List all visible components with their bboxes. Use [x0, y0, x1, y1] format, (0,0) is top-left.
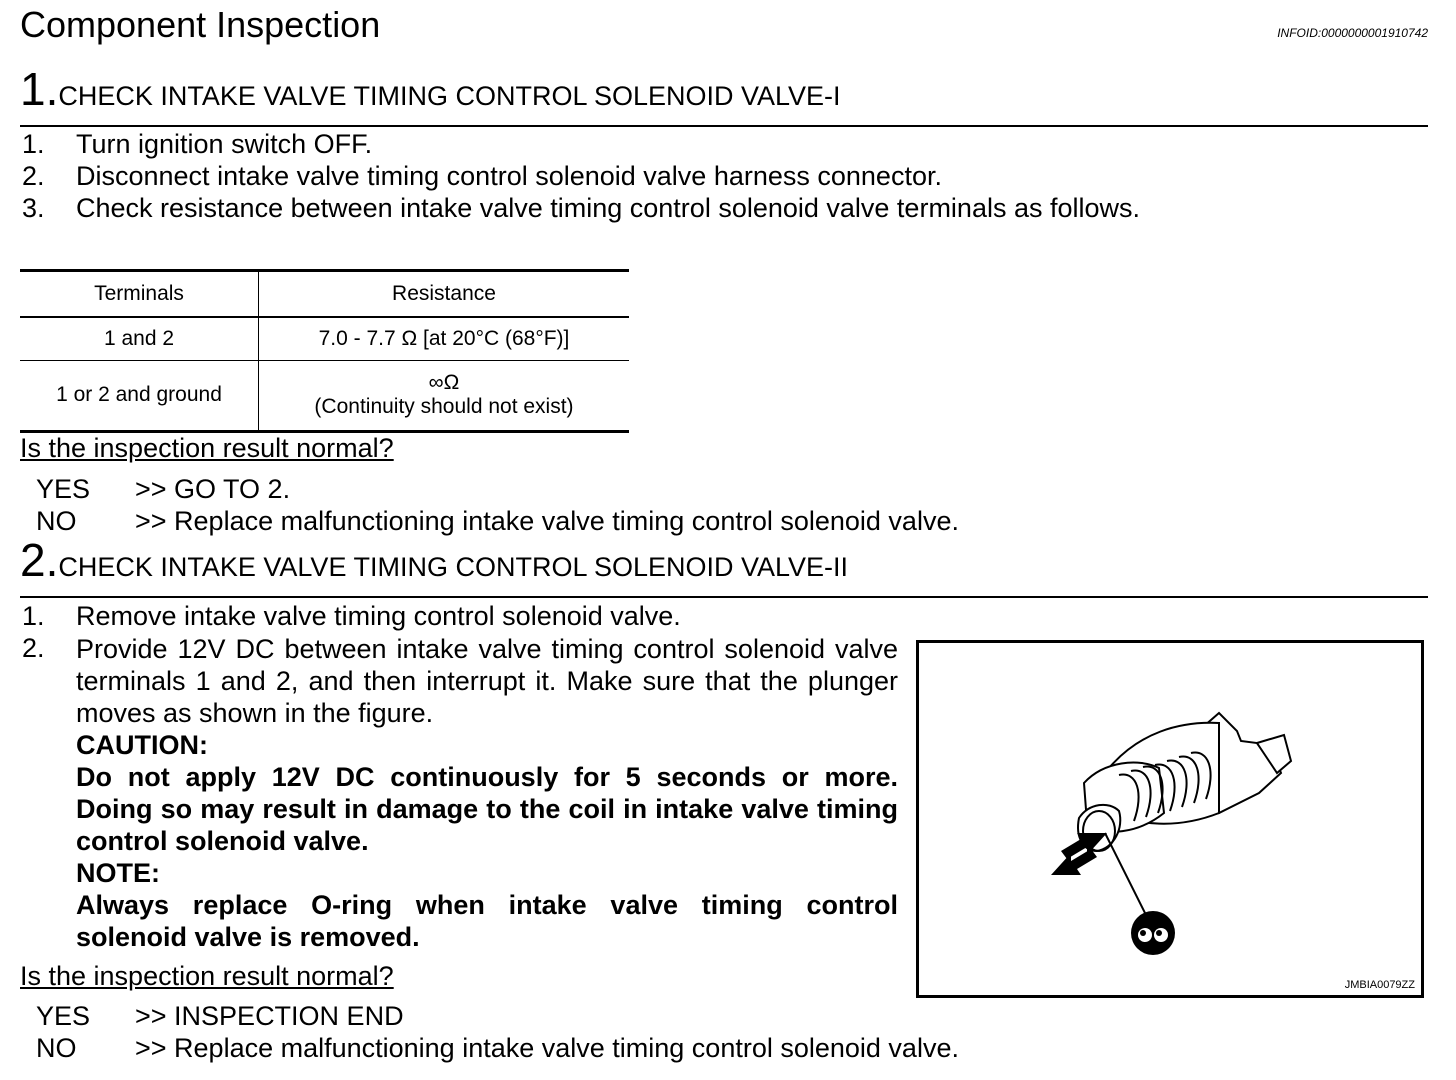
- no-text: >> Replace malfunctioning intake valve timing control solenoid valve.: [135, 506, 959, 536]
- no-text: >> Replace malfunctioning intake valve timing control solenoid valve.: [135, 1033, 959, 1063]
- page-title: Component Inspection: [20, 4, 381, 45]
- step-2-item-1: [22, 601, 681, 632]
- step-1-item-2: [22, 161, 942, 192]
- solenoid-valve-figure: [916, 640, 1424, 998]
- resistance-value: ∞Ω: [428, 371, 460, 394]
- step-2-question: Is the inspection result normal?: [20, 961, 394, 991]
- step-2-title: CHECK INTAKE VALVE TIMING CONTROL SOLENOID VALVE-II: [58, 552, 849, 582]
- cell-terminals: 1 or 2 and ground: [20, 360, 259, 431]
- cell-terminals: 1 and 2: [20, 317, 259, 360]
- step-2-yes: [36, 1001, 404, 1032]
- header-terminals: Terminals: [20, 271, 259, 318]
- step-1-item-3: [22, 193, 1140, 224]
- step-1-number: 1.: [20, 63, 59, 115]
- step-2-number: 2.: [20, 534, 59, 586]
- cell-resistance: [259, 360, 630, 431]
- item-number: 1.: [22, 601, 45, 631]
- step-2-no: [36, 1033, 959, 1064]
- yes-text: >> INSPECTION END: [135, 1001, 404, 1031]
- cell-resistance: 7.0 - 7.7 Ω [at 20°C (68°F)]: [259, 317, 630, 360]
- header-resistance: Resistance: [259, 271, 630, 318]
- item-number: 1.: [22, 129, 45, 159]
- step-1-divider: [20, 125, 1428, 127]
- step-2-item-2-number: 2.: [22, 633, 45, 663]
- table-header-row: [20, 271, 629, 318]
- yes-label: YES: [36, 474, 91, 504]
- step-1-heading: [20, 62, 841, 116]
- item-number: 2.: [22, 161, 45, 191]
- figure-code: JMBIA0079ZZ: [1344, 979, 1415, 991]
- step-1-item-1: [22, 129, 372, 160]
- item-text: Turn ignition switch OFF.: [76, 129, 373, 159]
- resistance-note: (Continuity should not exist): [314, 395, 574, 418]
- item-text: Provide 12V DC between intake valve timing control solenoid valve terminals 1 and 2, and then interrupt it. Make sure that the plunger moves as shown in the figure.: [76, 634, 898, 728]
- note-label: NOTE:: [76, 858, 160, 888]
- no-label: NO: [36, 1033, 77, 1063]
- item-text: Remove intake valve timing control solenoid valve.: [76, 601, 681, 631]
- step-2-divider: [20, 596, 1428, 598]
- item-number: 3.: [22, 193, 45, 223]
- table-row: [20, 360, 629, 431]
- step-1-question: Is the inspection result normal?: [20, 433, 394, 463]
- info-id: INFOID:0000000001910742: [1277, 26, 1428, 40]
- item-text: Disconnect intake valve timing control solenoid valve harness connector.: [76, 161, 942, 191]
- step-2-item-2-body: [76, 633, 898, 953]
- no-label: NO: [36, 506, 77, 536]
- solenoid-valve-illustration: [919, 643, 1421, 995]
- table-row: [20, 317, 629, 360]
- note-text: Always replace O-ring when intake valve timing control solenoid valve is removed.: [76, 890, 898, 952]
- caution-label: CAUTION:: [76, 730, 208, 760]
- resistance-table: [20, 269, 629, 433]
- step-1-title: CHECK INTAKE VALVE TIMING CONTROL SOLENOID VALVE-I: [58, 81, 841, 111]
- item-text: Check resistance between intake valve timing control solenoid valve terminals as follows.: [76, 193, 1141, 223]
- step-1-yes: [36, 474, 290, 505]
- caution-text: Do not apply 12V DC continuously for 5 seconds or more. Doing so may result in damage to the coil in intake valve timing control solenoid valve.: [76, 762, 898, 856]
- yes-label: YES: [36, 1001, 91, 1031]
- yes-text: >> GO TO 2.: [135, 474, 291, 504]
- step-2-heading: [20, 533, 848, 587]
